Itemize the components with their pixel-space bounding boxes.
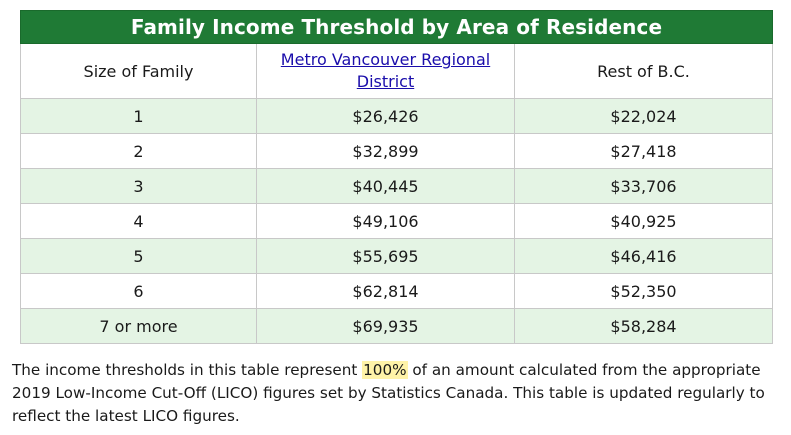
cell-metro: $40,445: [257, 169, 515, 204]
header-size-of-family: Size of Family: [21, 44, 257, 99]
cell-rest: $33,706: [515, 169, 773, 204]
cell-metro: $49,106: [257, 204, 515, 239]
income-threshold-table: [20, 10, 773, 344]
cell-metro: $32,899: [257, 134, 515, 169]
header-metro-vancouver: [257, 44, 515, 99]
cell-size: 1: [21, 99, 257, 134]
cell-rest: $58,284: [515, 309, 773, 344]
footnote-text-after: of an amount calculated from the appropriate 2019 Low-Income Cut-Off (LICO) figures set by Statistics Canada. This table is updated regularly to reflect the latest LICO figures.: [12, 361, 765, 425]
table-row: [21, 204, 773, 239]
table-row: [21, 309, 773, 344]
cell-metro: $26,426: [257, 99, 515, 134]
footnote-highlight: 100%: [363, 361, 407, 379]
income-threshold-table-container: [20, 10, 772, 344]
cell-rest: $52,350: [515, 274, 773, 309]
cell-rest: $40,925: [515, 204, 773, 239]
table-row: [21, 169, 773, 204]
table-title: Family Income Threshold by Area of Residence: [21, 11, 773, 44]
table-row: [21, 99, 773, 134]
footnote-text-before: The income thresholds in this table represent: [12, 361, 363, 379]
cell-metro: $55,695: [257, 239, 515, 274]
cell-size: 7 or more: [21, 309, 257, 344]
cell-metro: $62,814: [257, 274, 515, 309]
table-row: [21, 274, 773, 309]
header-rest-of-bc: Rest of B.C.: [515, 44, 773, 99]
cell-rest: $27,418: [515, 134, 773, 169]
footnote-paragraph: [12, 359, 782, 428]
cell-size: 2: [21, 134, 257, 169]
cell-size: 4: [21, 204, 257, 239]
metro-vancouver-link[interactable]: Metro Vancouver Regional District: [280, 50, 491, 91]
table-row: [21, 134, 773, 169]
cell-metro: $69,935: [257, 309, 515, 344]
table-title-row: [21, 11, 773, 44]
cell-size: 5: [21, 239, 257, 274]
cell-rest: $46,416: [515, 239, 773, 274]
cell-size: 3: [21, 169, 257, 204]
cell-rest: $22,024: [515, 99, 773, 134]
cell-size: 6: [21, 274, 257, 309]
column-header-row: [21, 44, 773, 99]
table-row: [21, 239, 773, 274]
